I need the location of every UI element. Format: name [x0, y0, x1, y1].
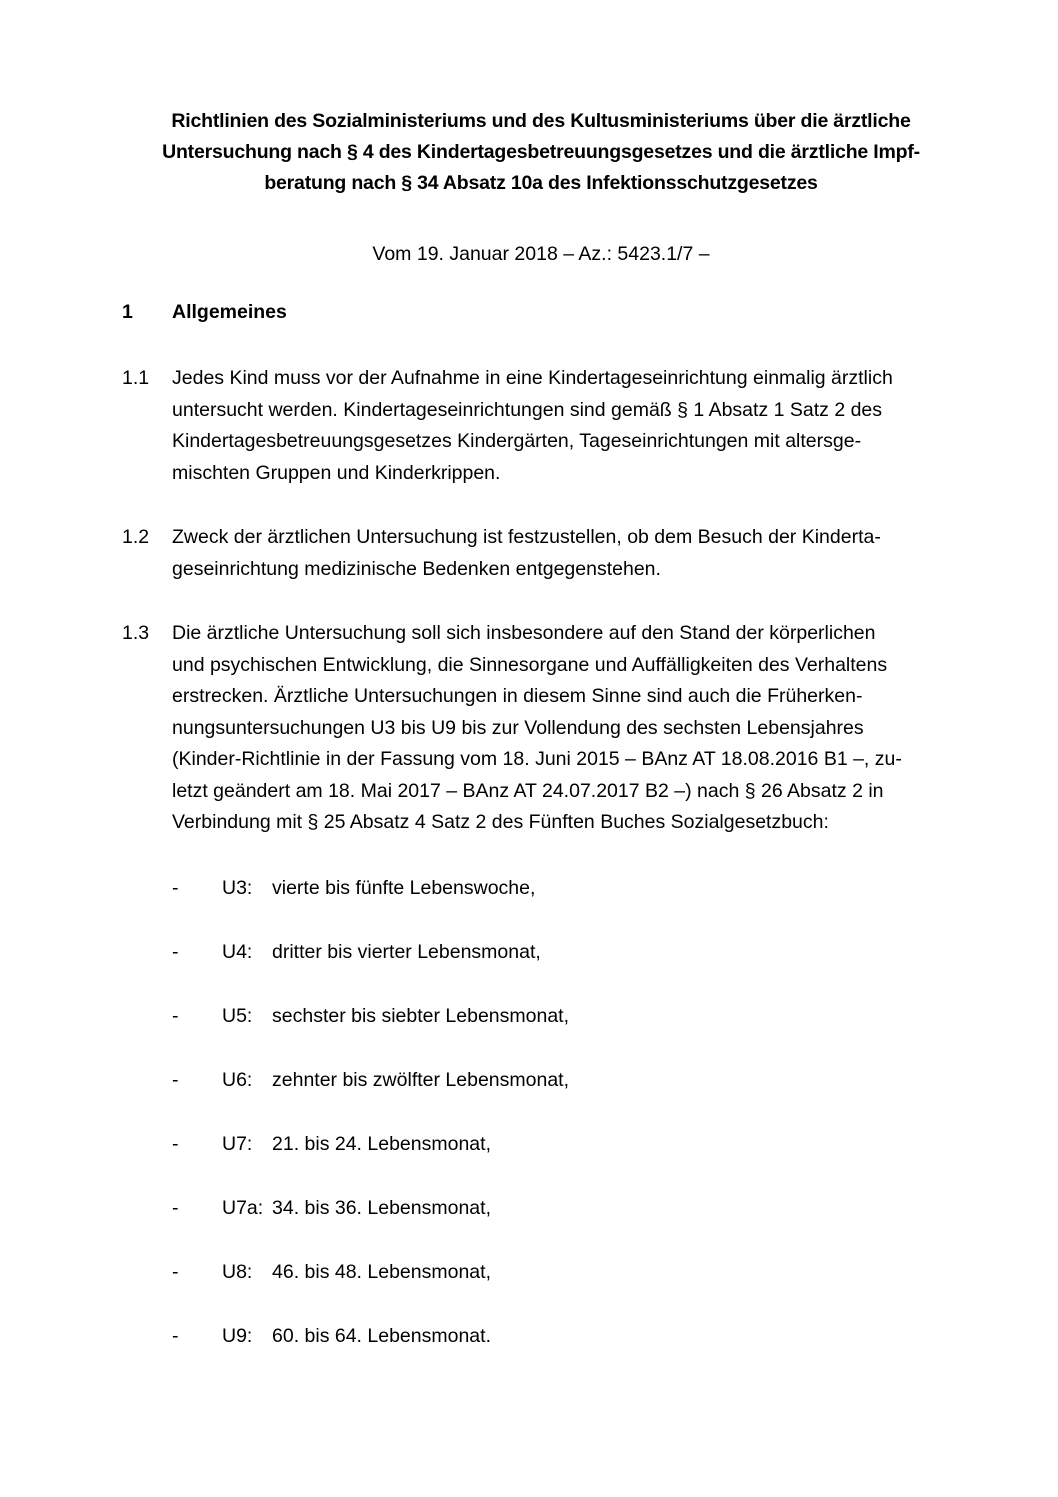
section-number: 1 [122, 301, 133, 323]
list-code: U9: [222, 1325, 253, 1347]
list-dash: - [172, 941, 179, 963]
paragraph-number: 1.2 [122, 526, 150, 548]
paragraph-body [172, 522, 972, 585]
list-code: U7a: [222, 1197, 264, 1219]
title-line: beratung nach § 34 Absatz 10a des Infektionsschutzgesetzes [264, 172, 818, 194]
list-text: sechster bis siebter Lebensmonat, [272, 1005, 569, 1027]
list-text: 46. bis 48. Lebensmonat, [272, 1261, 491, 1283]
list-text: 21. bis 24. Lebensmonat, [272, 1133, 491, 1155]
document-title [100, 106, 982, 199]
paragraph-line: Verbindung mit § 25 Absatz 4 Satz 2 des Fünften Buches Sozialgesetzbuch: [172, 811, 829, 833]
list-dash: - [172, 1325, 179, 1347]
list-text: 34. bis 36. Lebensmonat, [272, 1197, 491, 1219]
paragraph-line: Zweck der ärztlichen Untersuchung ist festzustellen, ob dem Besuch der Kinderta- [172, 526, 881, 548]
list-dash: - [172, 1133, 179, 1155]
list-text: zehnter bis zwölfter Lebensmonat, [272, 1069, 569, 1091]
list-text: dritter bis vierter Lebensmonat, [272, 941, 541, 963]
list-code: U4: [222, 941, 253, 963]
paragraph-line: untersucht werden. Kindertageseinrichtungen sind gemäß § 1 Absatz 1 Satz 2 des [172, 398, 883, 421]
list-code: U7: [222, 1133, 253, 1155]
paragraph-line: erstrecken. Ärztliche Untersuchungen in diesem Sinne sind auch die Früherken- [172, 685, 863, 707]
list-dash: - [172, 1197, 179, 1219]
list-code: U5: [222, 1005, 253, 1027]
paragraph-line: letzt geändert am 18. Mai 2017 – BAnz AT 24.07.2017 B2 –) nach § 26 Absatz 2 in [172, 779, 884, 802]
list-dash: - [172, 1069, 179, 1091]
paragraph-body [172, 363, 972, 489]
paragraph-number: 1.1 [122, 367, 150, 389]
list-dash: - [172, 1005, 179, 1027]
list-code: U8: [222, 1261, 253, 1283]
list-text: vierte bis fünfte Lebenswoche, [272, 877, 536, 899]
paragraph-line: (Kinder-Richtlinie in der Fassung vom 18. Juni 2015 – BAnz AT 18.08.2016 B1 –, zu- [172, 748, 902, 770]
paragraph-line: mischten Gruppen und Kinderkrippen. [172, 461, 501, 484]
list-code: U3: [222, 877, 253, 899]
paragraph-body [172, 618, 972, 839]
list-dash: - [172, 1261, 179, 1283]
list-text: 60. bis 64. Lebensmonat. [272, 1325, 491, 1347]
paragraph-line: Die ärztliche Untersuchung soll sich insbesondere auf den Stand der körperlichen [172, 622, 876, 644]
paragraph-line: nungsuntersuchungen U3 bis U9 bis zur Vollendung des sechsten Lebensjahres [172, 716, 864, 739]
list-code: U6: [222, 1069, 253, 1091]
title-line: Untersuchung nach § 4 des Kindertagesbetreuungsgesetzes und die ärztliche Impf- [162, 141, 920, 163]
paragraph-number: 1.3 [122, 622, 150, 644]
title-line: Richtlinien des Sozialministeriums und des Kultusministeriums über die ärztliche [171, 110, 911, 132]
date-reference: Vom 19. Januar 2018 – Az.: 5423.1/7 – [372, 243, 710, 265]
list-dash: - [172, 877, 179, 899]
paragraph-line: Kindertagesbetreuungsgesetzes Kindergärten, Tageseinrichtungen mit altersge- [172, 430, 862, 452]
section-title: Allgemeines [172, 301, 287, 323]
paragraph-line: und psychischen Entwicklung, die Sinnesorgane und Auffälligkeiten des Verhaltens [172, 653, 888, 676]
paragraph-line: geseinrichtung medizinische Bedenken entgegenstehen. [172, 557, 661, 580]
paragraph-line: Jedes Kind muss vor der Aufnahme in eine Kindertageseinrichtung einmalig ärztlich [172, 367, 893, 389]
